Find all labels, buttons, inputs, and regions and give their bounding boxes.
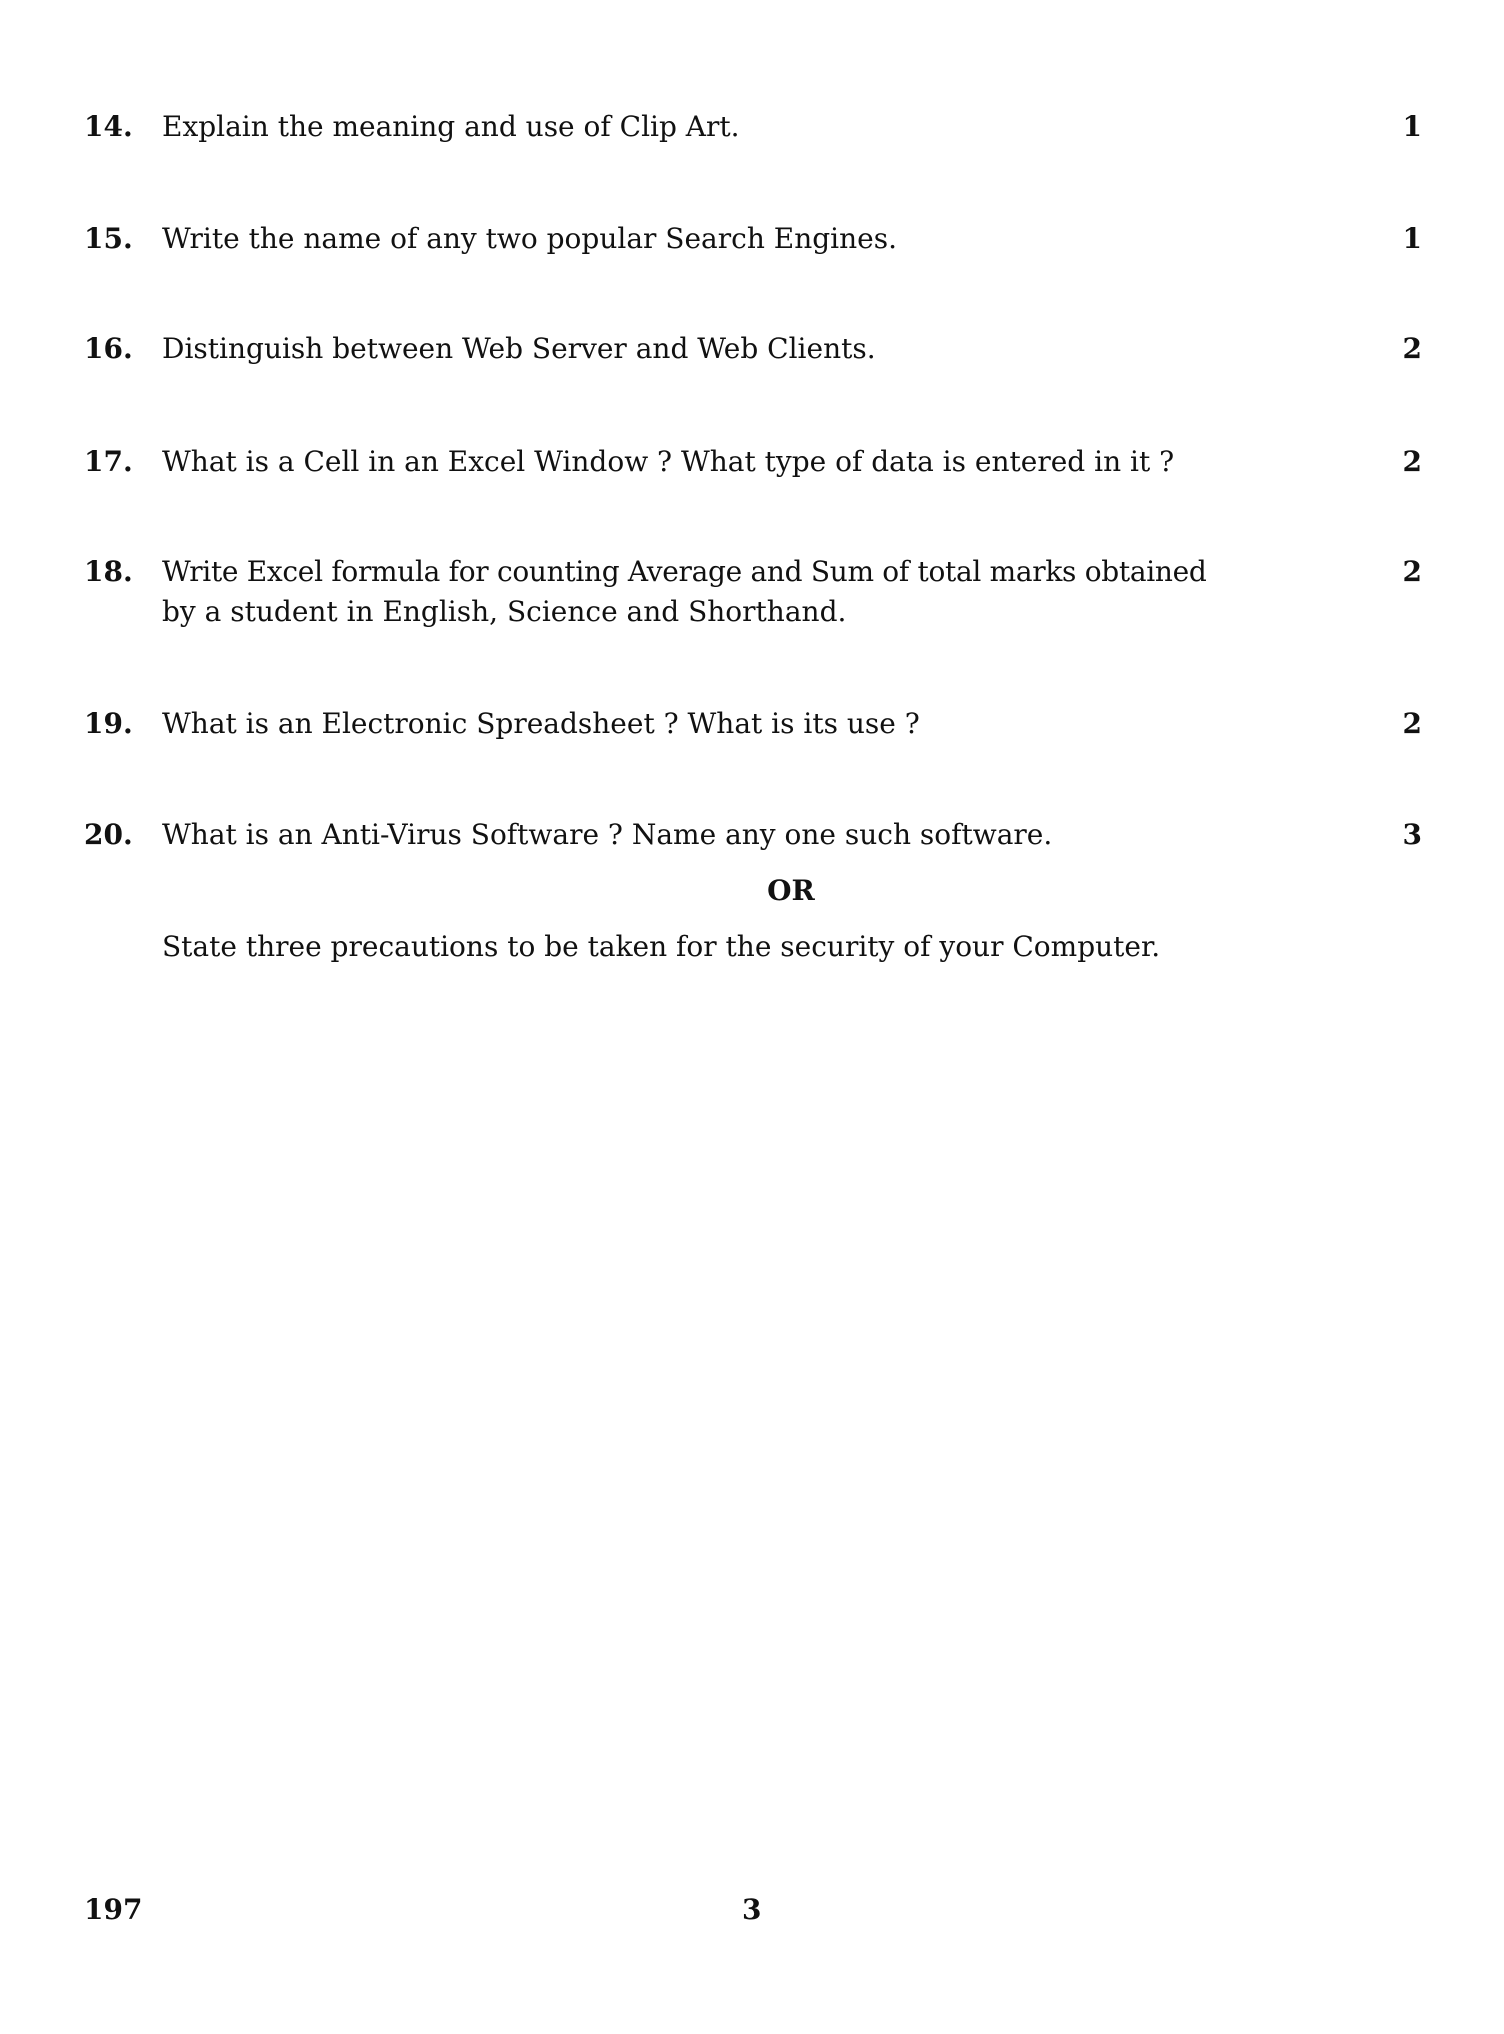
question-number: 14. xyxy=(84,110,133,143)
question-18 xyxy=(0,552,1504,592)
question-marks: 3 xyxy=(1402,818,1422,851)
question-number: 18. xyxy=(84,555,133,588)
question-marks: 2 xyxy=(1402,707,1422,740)
question-text: Write Excel formula for counting Average and Sum of total marks obtained xyxy=(162,555,1207,588)
question-19 xyxy=(0,704,1504,744)
question-text: What is an Anti-Virus Software ? Name any one such software. xyxy=(162,818,1053,851)
question-17 xyxy=(0,442,1504,482)
question-text: What is an Electronic Spreadsheet ? What is its use ? xyxy=(162,707,920,740)
question-text: Explain the meaning and use of Clip Art. xyxy=(162,110,740,143)
question-number: 17. xyxy=(84,445,133,478)
or-row xyxy=(0,871,1504,911)
page-number: 3 xyxy=(742,1893,762,1926)
question-marks: 1 xyxy=(1402,110,1422,143)
question-text: Distinguish between Web Server and Web Clients. xyxy=(162,332,876,365)
question-marks: 2 xyxy=(1402,555,1422,588)
question-marks: 2 xyxy=(1402,332,1422,365)
question-text: Write the name of any two popular Search Engines. xyxy=(162,222,897,255)
question-marks: 1 xyxy=(1402,222,1422,255)
question-text: What is a Cell in an Excel Window ? What type of data is entered in it ? xyxy=(162,445,1175,478)
question-number: 20. xyxy=(84,818,133,851)
question-number: 19. xyxy=(84,707,133,740)
alternative-question-text: State three precautions to be taken for the security of your Computer. xyxy=(162,930,1161,963)
question-number: 15. xyxy=(84,222,133,255)
question-20-alternative xyxy=(0,927,1504,967)
question-14 xyxy=(0,107,1504,147)
question-marks: 2 xyxy=(1402,445,1422,478)
question-number: 16. xyxy=(84,332,133,365)
or-label: OR xyxy=(767,874,815,907)
question-18-line2 xyxy=(0,592,1504,632)
paper-code: 197 xyxy=(84,1893,143,1926)
footer xyxy=(0,1890,1504,1930)
question-text-continued: by a student in English, Science and Shorthand. xyxy=(162,595,847,628)
question-16 xyxy=(0,329,1504,369)
question-15 xyxy=(0,219,1504,259)
question-20 xyxy=(0,815,1504,855)
